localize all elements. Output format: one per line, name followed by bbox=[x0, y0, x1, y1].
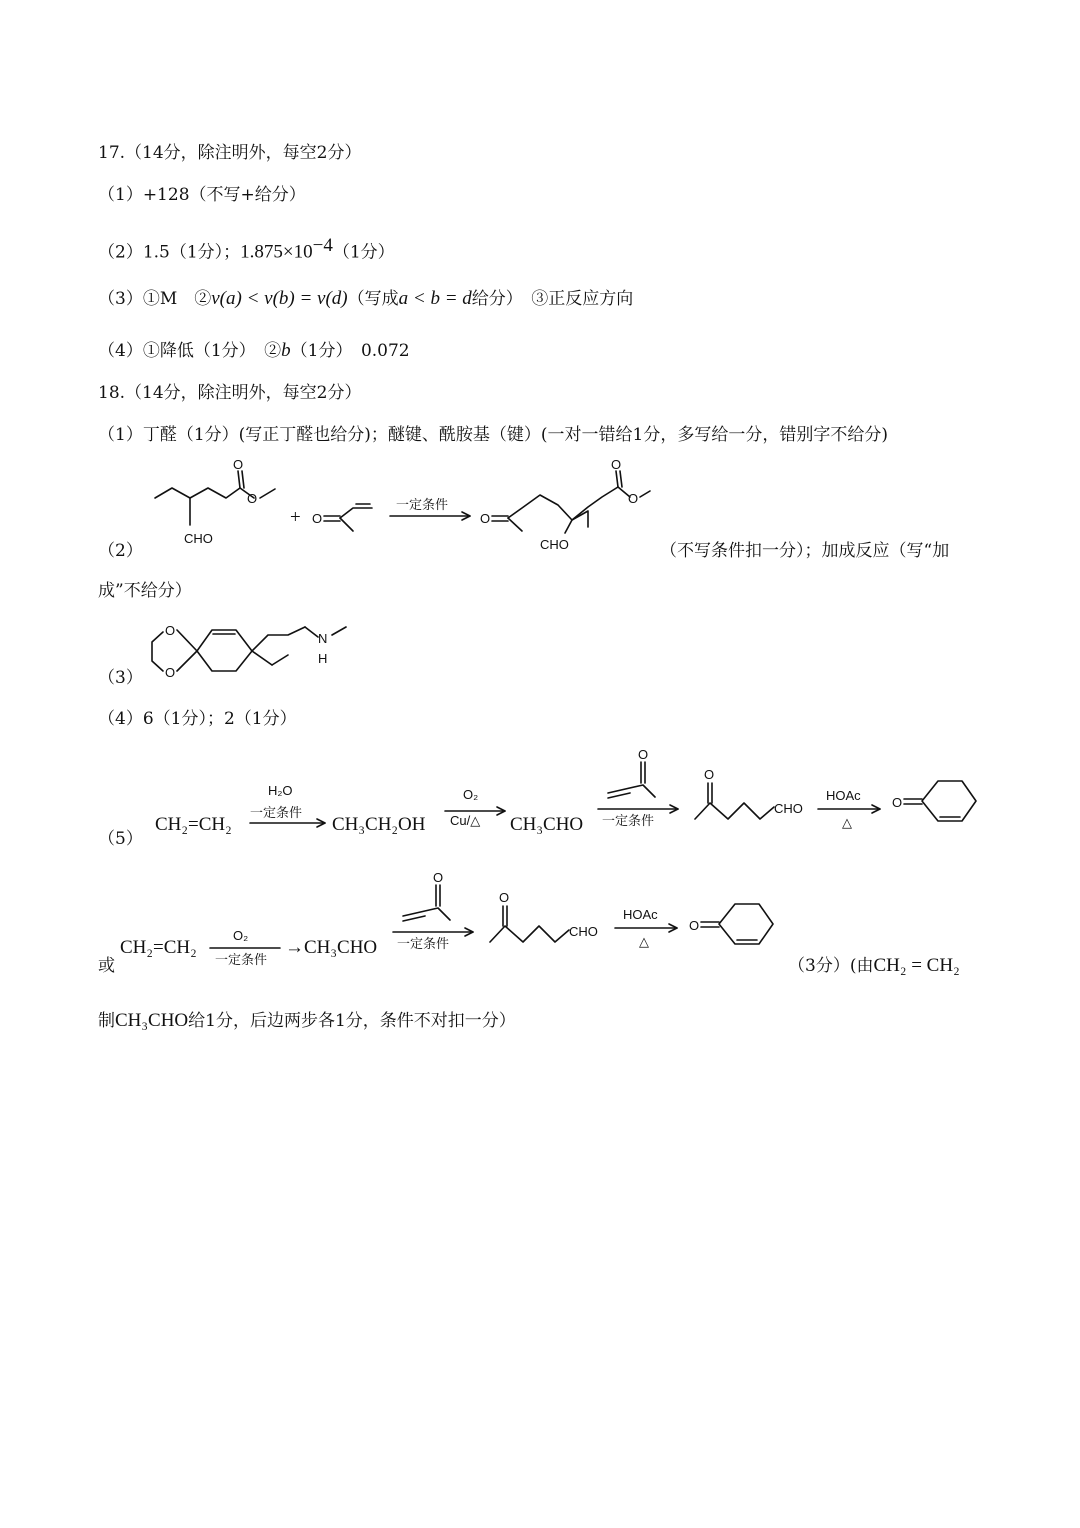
q17-part3-a: （3）①M ② bbox=[98, 289, 212, 309]
q17-part2-exponent: −4 bbox=[312, 235, 333, 256]
q17-part4 bbox=[98, 340, 410, 362]
copper-label: Cu/△ bbox=[450, 813, 481, 828]
q17-part3-c: 给分） ③正反应方向 bbox=[471, 289, 634, 309]
atom-o: O bbox=[638, 747, 649, 762]
hoac-label: HOAc bbox=[826, 788, 861, 803]
atom-o: O bbox=[233, 457, 244, 472]
q17-header: 17.（14分，除注明外，每空2分） bbox=[98, 143, 362, 163]
atom-o: O bbox=[165, 665, 176, 680]
condition-label: 一定条件 bbox=[250, 805, 303, 820]
q18-part5-note bbox=[98, 1010, 516, 1032]
atom-o: O bbox=[611, 457, 622, 472]
atom-o: O bbox=[892, 795, 903, 810]
q18-header: 18.（14分，除注明外，每空2分） bbox=[98, 383, 362, 403]
structure-3-diagram bbox=[140, 615, 360, 685]
q17-part2-a: （2）1.5（1分）； bbox=[98, 242, 241, 263]
cho-label: CHO bbox=[540, 537, 569, 552]
acetaldehyde-formula: CH₃CHO bbox=[510, 814, 584, 835]
q17-part3 bbox=[98, 288, 633, 310]
condition-label: 一定条件 bbox=[396, 497, 449, 512]
delta-label: △ bbox=[842, 815, 852, 830]
ethylene-formula: CH₂=CH₂ bbox=[120, 937, 197, 958]
route-1-diagram bbox=[150, 745, 990, 835]
q17-part3-formula2: a < b = d bbox=[398, 288, 472, 309]
atom-o: O bbox=[689, 918, 700, 933]
q18-or-label: 或 bbox=[98, 956, 115, 976]
q17-part4-b: （1分） 0.072 bbox=[290, 341, 410, 361]
q17-part4-a: （4）①降低（1分） ② bbox=[98, 341, 282, 361]
oxygen-label: O₂ bbox=[463, 787, 479, 802]
atom-o: O bbox=[628, 491, 639, 506]
atom-o: O bbox=[312, 511, 323, 526]
q18-part5-note-a: 制 bbox=[98, 1011, 115, 1031]
atom-h: H bbox=[318, 651, 328, 666]
atom-o: O bbox=[247, 491, 258, 506]
delta-label: △ bbox=[639, 934, 649, 949]
q18-part5-note-b: 给1分，后边两步各1分，条件不对扣一分） bbox=[188, 1011, 516, 1031]
cho-label: CHO bbox=[184, 531, 213, 546]
q18-part3-label: （3） bbox=[98, 668, 143, 688]
q18-part1: （1）丁醛（1分）(写正丁醛也给分)；醚键、酰胺基（键）(一对一错给1分，多写给一分，错别字不给分) bbox=[98, 425, 888, 445]
atom-n: N bbox=[318, 631, 328, 646]
oxygen-label: O₂ bbox=[233, 928, 249, 943]
route-2-diagram bbox=[115, 868, 795, 968]
plus-sign: + bbox=[290, 507, 301, 528]
atom-o: O bbox=[433, 870, 444, 885]
cho-label: CHO bbox=[569, 924, 598, 939]
q17-part3-b: （写成 bbox=[347, 289, 399, 309]
q17-part2 bbox=[98, 235, 395, 264]
q17-part2-b: （1分） bbox=[332, 242, 395, 263]
condition-label: 一定条件 bbox=[397, 936, 450, 951]
q18-part5-label: （5） bbox=[98, 829, 143, 849]
atom-o: O bbox=[499, 890, 510, 905]
q18-part5-note-formula: CH₃CHO bbox=[115, 1010, 189, 1031]
atom-o: O bbox=[704, 767, 715, 782]
atom-o: O bbox=[480, 511, 491, 526]
ethylene-formula: CH₂=CH₂ bbox=[155, 814, 232, 835]
q18-part2-tail2: 成”不给分） bbox=[98, 581, 192, 601]
acetaldehyde-formula: →CH₃CHO bbox=[285, 937, 378, 958]
q18-part5-score bbox=[788, 955, 960, 977]
q18-part2-tail: （不写条件扣一分）；加成反应（写“加 bbox=[660, 541, 950, 561]
q17-part2-value: 1.875×10 bbox=[240, 241, 313, 263]
q18-part2-label: （2） bbox=[98, 541, 143, 561]
condition-label: 一定条件 bbox=[602, 813, 655, 828]
water-label: H₂O bbox=[268, 783, 293, 798]
q18-part4: （4）6（1分）；2（1分） bbox=[98, 709, 297, 729]
atom-o: O bbox=[165, 623, 176, 638]
q18-part5-formula: CH₂ = CH₂ bbox=[873, 955, 960, 976]
condition-label: 一定条件 bbox=[215, 952, 268, 967]
cho-label: CHO bbox=[774, 801, 803, 816]
reaction-2-diagram bbox=[140, 457, 660, 565]
q18-part5-score-text: （3分）(由 bbox=[788, 956, 874, 976]
hoac-label: HOAc bbox=[623, 907, 658, 922]
q17-part1: （1）+128（不写+给分） bbox=[98, 185, 306, 205]
ethanol-formula: CH₃CH₂OH bbox=[332, 814, 426, 835]
q17-part4-var: b bbox=[281, 340, 291, 361]
q17-part3-formula: v(a) < v(b) = v(d) bbox=[211, 288, 348, 309]
